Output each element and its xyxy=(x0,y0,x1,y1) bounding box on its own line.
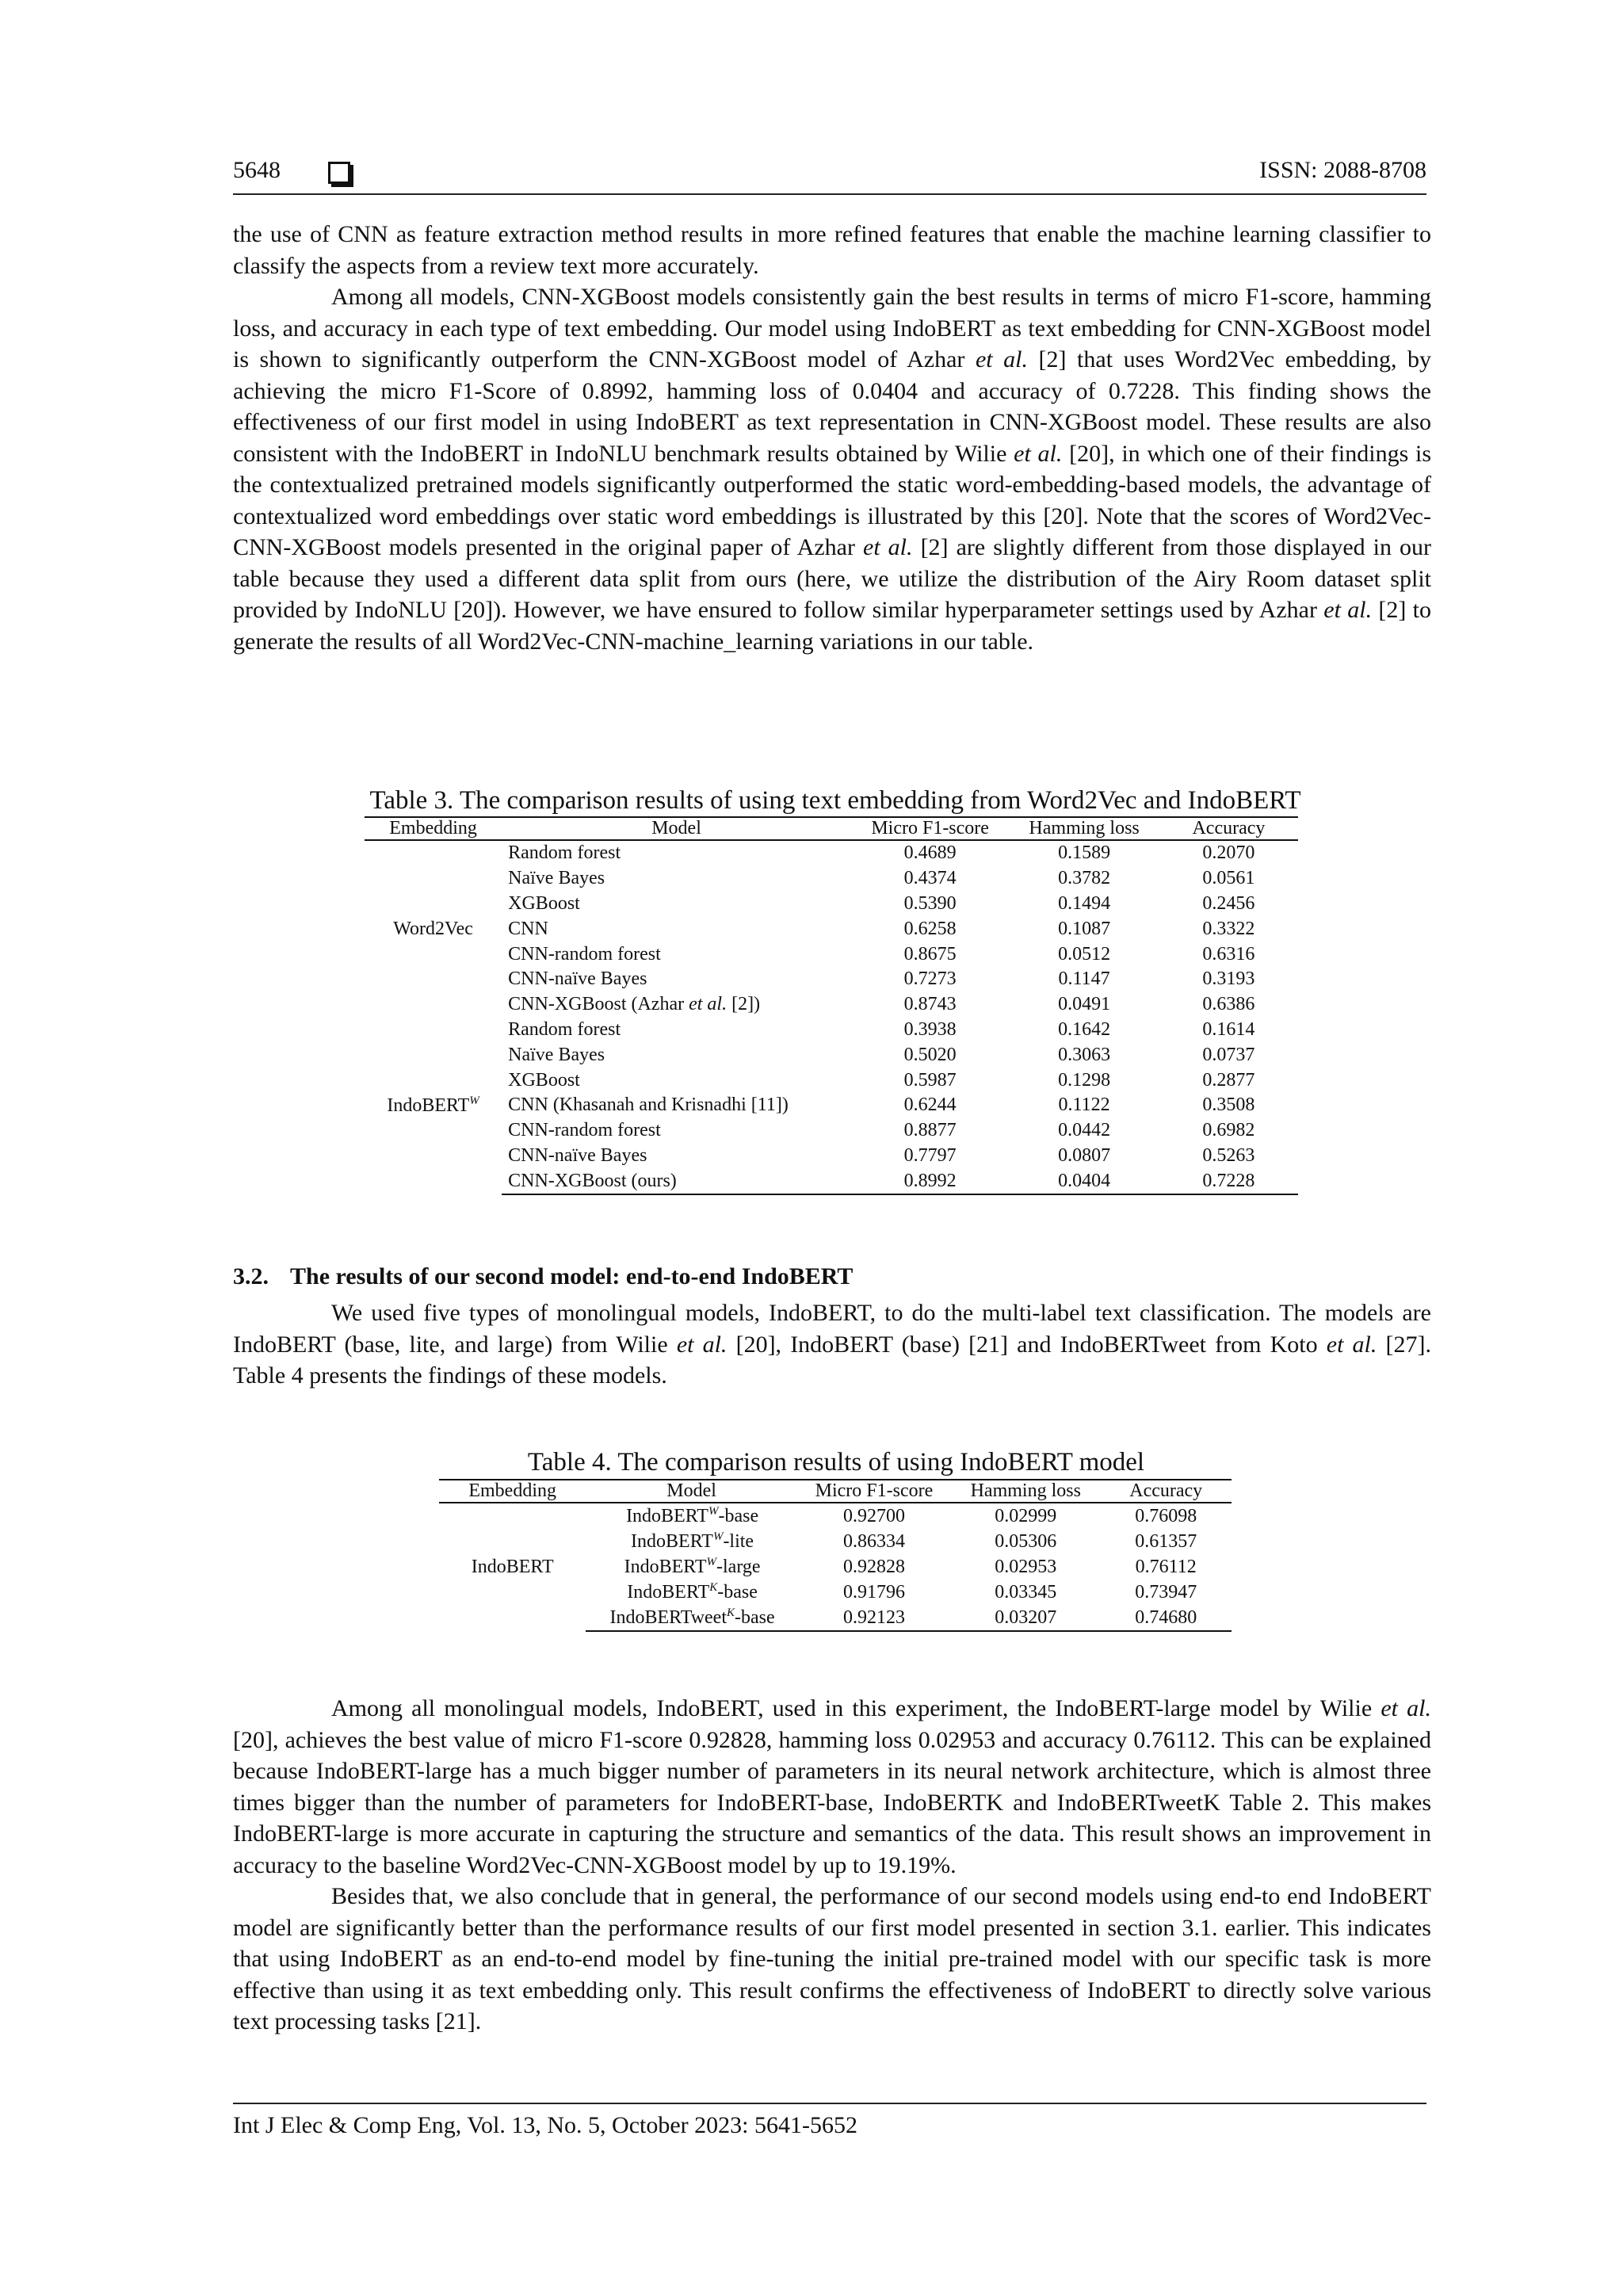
hl-cell: 0.1122 xyxy=(1058,1095,1110,1116)
table-row xyxy=(365,967,1298,992)
acc-cell: 0.7228 xyxy=(1159,1168,1298,1194)
col-header: Embedding xyxy=(365,817,502,840)
checkbox-square-icon xyxy=(328,162,350,184)
hl-cell: 0.3782 xyxy=(1058,868,1111,889)
table-row xyxy=(365,866,1298,892)
para1-text: [2] are slightly different from those displayed in our table because they used a different data split from ours (here, we utilize the distribution of the Airy Room dataset split provided by IndoNLU [20]). However, we have ensured to follow similar hyperparameter settings used by Azhar xyxy=(233,534,1432,623)
model-text: CNN-XGBoost (Azhar xyxy=(508,994,689,1015)
table3-caption: Table 3. The comparison results of using text embedding from Word2Vec and IndoBERT xyxy=(369,786,1301,815)
col-header: Accuracy xyxy=(1159,817,1298,840)
model-cell: CNN xyxy=(508,918,548,939)
hl-cell: 0.3063 xyxy=(1058,1044,1111,1065)
acc-cell: 0.3508 xyxy=(1202,1095,1255,1116)
table4-header-row xyxy=(439,1480,1232,1503)
acc-cell: 0.6316 xyxy=(1202,943,1255,965)
hl-cell: 0.1589 xyxy=(1058,842,1111,864)
acc-cell: 0.2877 xyxy=(1202,1069,1255,1091)
et-al: et al. xyxy=(1014,440,1063,467)
f1-cell: 0.6244 xyxy=(903,1095,957,1116)
page-header xyxy=(233,155,1426,195)
model-text: -base xyxy=(717,1582,758,1603)
f1-cell: 0.6258 xyxy=(903,918,957,939)
model-cell: Random forest xyxy=(508,842,621,864)
et-al: et al. xyxy=(689,994,727,1015)
section-number: 3.2. xyxy=(233,1263,269,1289)
f1-cell: 0.8877 xyxy=(903,1120,957,1141)
model-cell xyxy=(586,1503,796,1529)
f1-cell: 0.8743 xyxy=(903,994,957,1015)
para1-text: [2] to generate the results of all Word2Vec-CNN-machine_learning variations in our table. xyxy=(233,597,1432,655)
acc-cell: 0.1614 xyxy=(1202,1018,1255,1040)
model-cell xyxy=(586,1580,796,1605)
group-label-word2vec: Word2Vec xyxy=(393,918,473,939)
col-header: Hamming loss xyxy=(951,1480,1100,1503)
model-cell: Random forest xyxy=(508,1018,621,1040)
f1-cell: 0.92700 xyxy=(842,1505,905,1526)
et-al: et al. xyxy=(975,346,1028,372)
hl-cell: 0.0404 xyxy=(1009,1168,1159,1194)
f1-cell: 0.92123 xyxy=(797,1605,951,1631)
f1-cell: 0.7273 xyxy=(903,968,957,990)
model-cell: XGBoost xyxy=(508,892,580,914)
f1-cell: 0.86334 xyxy=(842,1530,905,1552)
model-cell xyxy=(586,1554,796,1580)
model-text: IndoBERT xyxy=(624,1557,707,1577)
acc-cell: 0.76098 xyxy=(1135,1505,1197,1526)
para3-text: [20], achieves the best value of micro F1-score 0.92828, hamming loss 0.02953 and accuracy 0.76112. This can be explained because IndoBERT-large has a much bigger number of parameters in its neural network architecture, which is almost three times bigger than the number of parameters for IndoBERT-base, IndoBERTK and IndoBERTweetK Table 2. This makes IndoBERT-large is more accurate in capturing the structure and semantics of the data. This result shows an improvement in accuracy to the baseline Word2Vec-CNN-XGBoost model by up to 19.19%. xyxy=(233,1726,1431,1878)
model-cell: CNN (Khasanah and Krisnadhi [11]) xyxy=(508,1095,789,1116)
model-text: IndoBERTweet xyxy=(609,1607,727,1628)
hl-cell: 0.1642 xyxy=(1058,1018,1111,1040)
f1-cell: 0.4689 xyxy=(903,842,957,864)
superscript: W xyxy=(708,1505,719,1518)
table-row xyxy=(365,892,1298,917)
model-cell: CNN-naïve Bayes xyxy=(508,968,647,990)
f1-cell: 0.7797 xyxy=(903,1144,957,1166)
group-label-indobert xyxy=(365,1018,502,1195)
col-header: Hamming loss xyxy=(1009,817,1159,840)
hl-cell: 0.03207 xyxy=(951,1605,1100,1631)
superscript: W xyxy=(712,1530,724,1543)
model-cell xyxy=(586,1605,796,1631)
acc-cell: 0.6982 xyxy=(1202,1120,1255,1141)
model-text: IndoBERT xyxy=(627,1582,710,1603)
table3-header-row xyxy=(365,817,1298,840)
acc-cell: 0.3322 xyxy=(1202,918,1255,939)
table4-caption: Table 4. The comparison results of using IndoBERT model xyxy=(527,1448,1145,1477)
model-text: IndoBERT xyxy=(626,1506,708,1526)
model-cell: CNN-random forest xyxy=(508,943,661,965)
et-al: et al. xyxy=(1323,597,1373,623)
para1-text: Among all models, CNN-XGBoost models consistently gain the best results in terms of micro F1-score, hamming loss, and accuracy in each type of text embedding. Our model using IndoBERT as text embedding for CNN-XGBoost model is shown to significantly outperform the CNN-XGBoost model of Azhar xyxy=(233,284,1431,372)
superscript: W xyxy=(706,1556,716,1568)
acc-cell: 0.61357 xyxy=(1135,1530,1197,1552)
page-number: 5648 xyxy=(233,157,281,183)
para1-text: [20], in which one of their findings is the contextualized pretrained models significantly outperformed the static word-embedding-based models, the advantage of contextualized word embeddings over static word embeddings is illustrated by this [20]. Note that the scores of Word2Vec-CNN-XGBoost models presented in the original paper of Azhar xyxy=(233,440,1432,560)
acc-cell: 0.3193 xyxy=(1202,968,1255,990)
acc-cell: 0.6386 xyxy=(1202,994,1255,1015)
hl-cell: 0.1494 xyxy=(1058,892,1111,914)
f1-cell: 0.5020 xyxy=(903,1044,957,1065)
col-header: Model xyxy=(502,817,851,840)
model-cell: Naïve Bayes xyxy=(508,1044,605,1065)
model-cell: CNN-naïve Bayes xyxy=(508,1144,647,1166)
col-header: Accuracy xyxy=(1100,1480,1232,1503)
page-footer: Int J Elec & Comp Eng, Vol. 13, No. 5, October 2023: 5641-5652 xyxy=(233,2103,1426,2139)
superscript: K xyxy=(727,1606,735,1619)
f1-cell: 0.5987 xyxy=(903,1069,957,1091)
table-3 xyxy=(365,816,1298,1195)
paragraph-3 xyxy=(233,1693,1431,2038)
table-row xyxy=(365,1018,1298,1043)
hl-cell: 0.03345 xyxy=(995,1581,1057,1603)
table-row xyxy=(365,916,1298,942)
superscript: K xyxy=(709,1581,718,1594)
model-cell: CNN-XGBoost (ours) xyxy=(502,1168,851,1194)
f1-cell: 0.8675 xyxy=(903,943,957,965)
para1-text: [2] that uses Word2Vec embedding, by achieving the micro F1-Score of 0.8992, hamming loss of 0.0404 and accuracy of 0.7228. This finding shows the effectiveness of our first model in using IndoBERT as text representation in CNN-XGBoost model. These results are also consistent with the IndoBERT in IndoNLU benchmark results obtained by Wilie xyxy=(233,346,1431,467)
acc-cell: 0.0561 xyxy=(1202,868,1255,889)
table-row xyxy=(365,992,1298,1018)
f1-cell: 0.91796 xyxy=(842,1581,905,1603)
acc-cell: 0.74680 xyxy=(1100,1605,1232,1631)
table-row xyxy=(365,1093,1298,1118)
hl-cell: 0.1147 xyxy=(1058,968,1110,990)
table-row xyxy=(365,1144,1298,1169)
section-heading xyxy=(233,1263,853,1290)
model-cell xyxy=(502,992,851,1018)
hl-cell: 0.0512 xyxy=(1058,943,1111,965)
model-text: IndoBERT xyxy=(631,1531,713,1552)
table-row xyxy=(365,1118,1298,1144)
table-row xyxy=(365,1042,1298,1068)
hl-cell: 0.1298 xyxy=(1058,1069,1111,1091)
model-text: -base xyxy=(735,1607,775,1628)
table-row xyxy=(365,942,1298,967)
hl-cell: 0.02999 xyxy=(995,1505,1057,1526)
f1-cell: 0.4374 xyxy=(903,868,957,889)
acc-cell: 0.2456 xyxy=(1202,892,1255,914)
issn: ISSN: 2088-8708 xyxy=(1259,157,1426,183)
superscript: W xyxy=(469,1095,479,1108)
et-al: et al. xyxy=(676,1331,727,1358)
acc-cell: 0.76112 xyxy=(1135,1556,1197,1577)
acc-cell: 0.0737 xyxy=(1202,1044,1255,1065)
table-row xyxy=(439,1503,1232,1529)
table-row xyxy=(365,840,1298,866)
paragraph-1 xyxy=(233,219,1431,657)
f1-cell: 0.92828 xyxy=(842,1556,905,1577)
model-cell: CNN-random forest xyxy=(508,1120,661,1141)
model-text: [2]) xyxy=(727,994,761,1015)
para2-text: [20], IndoBERT (base) [21] and IndoBERTweet from Koto xyxy=(735,1331,1318,1358)
table-row xyxy=(365,1068,1298,1093)
para3-text: Among all monolingual models, IndoBERT, used in this experiment, the IndoBERT-large model by Wilie xyxy=(331,1695,1373,1721)
hl-cell: 0.0491 xyxy=(1058,994,1111,1015)
hl-cell: 0.05306 xyxy=(995,1530,1057,1552)
table-4 xyxy=(439,1479,1232,1632)
hl-cell: 0.0807 xyxy=(1058,1144,1111,1166)
model-text: -base xyxy=(718,1506,759,1526)
hl-cell: 0.02953 xyxy=(995,1556,1057,1577)
f1-cell: 0.8992 xyxy=(851,1168,1009,1194)
acc-cell: 0.2070 xyxy=(1202,842,1255,864)
acc-cell: 0.73947 xyxy=(1135,1581,1197,1603)
group-label-text: IndoBERT xyxy=(387,1095,470,1117)
et-al: et al. xyxy=(1326,1331,1377,1358)
acc-cell: 0.5263 xyxy=(1202,1144,1255,1166)
hl-cell: 0.0442 xyxy=(1058,1120,1111,1141)
paragraph-2 xyxy=(233,1297,1431,1392)
et-al: et al. xyxy=(863,534,913,560)
model-cell: XGBoost xyxy=(508,1069,580,1091)
hl-cell: 0.1087 xyxy=(1058,918,1111,939)
para4-text: Besides that, we also conclude that in general, the performance of our second models using end-to end IndoBERT model are significantly better than the performance results of our first model presented in section 3.1. earlier. This indicates that using IndoBERT as an end-to-end model by fine-tuning the initial pre-trained model with our specific task is more effective than using it as text embedding only. This result confirms the effectiveness of IndoBERT to directly solve various text processing tasks [21]. xyxy=(233,1883,1431,2034)
group-label-indobert: IndoBERT xyxy=(471,1557,554,1577)
f1-cell: 0.3938 xyxy=(903,1018,957,1040)
table-row xyxy=(365,1168,1298,1194)
col-header: Micro F1-score xyxy=(797,1480,951,1503)
col-header: Model xyxy=(586,1480,796,1503)
para2-text: We used five types of monolingual models, IndoBERT, to do the multi-label text classification. The models are IndoBERT (base, lite, and large) from Wilie xyxy=(233,1300,1431,1358)
model-cell xyxy=(586,1529,796,1554)
col-header: Micro F1-score xyxy=(851,817,1009,840)
col-header: Embedding xyxy=(439,1480,586,1503)
para2-text: [27]. Table 4 presents the findings of these models. xyxy=(233,1331,1431,1389)
model-text: -large xyxy=(716,1557,761,1577)
f1-cell: 0.5390 xyxy=(903,892,957,914)
model-text: -lite xyxy=(723,1531,754,1552)
et-al: et al. xyxy=(1381,1695,1431,1721)
para1-line: the use of CNN as feature extraction method results in more refined features that enable the machine learning classifier to classify the aspects from a review text more accurately. xyxy=(233,221,1431,279)
model-cell: Naïve Bayes xyxy=(508,868,605,889)
section-title: The results of our second model: end-to-end IndoBERT xyxy=(290,1263,854,1289)
